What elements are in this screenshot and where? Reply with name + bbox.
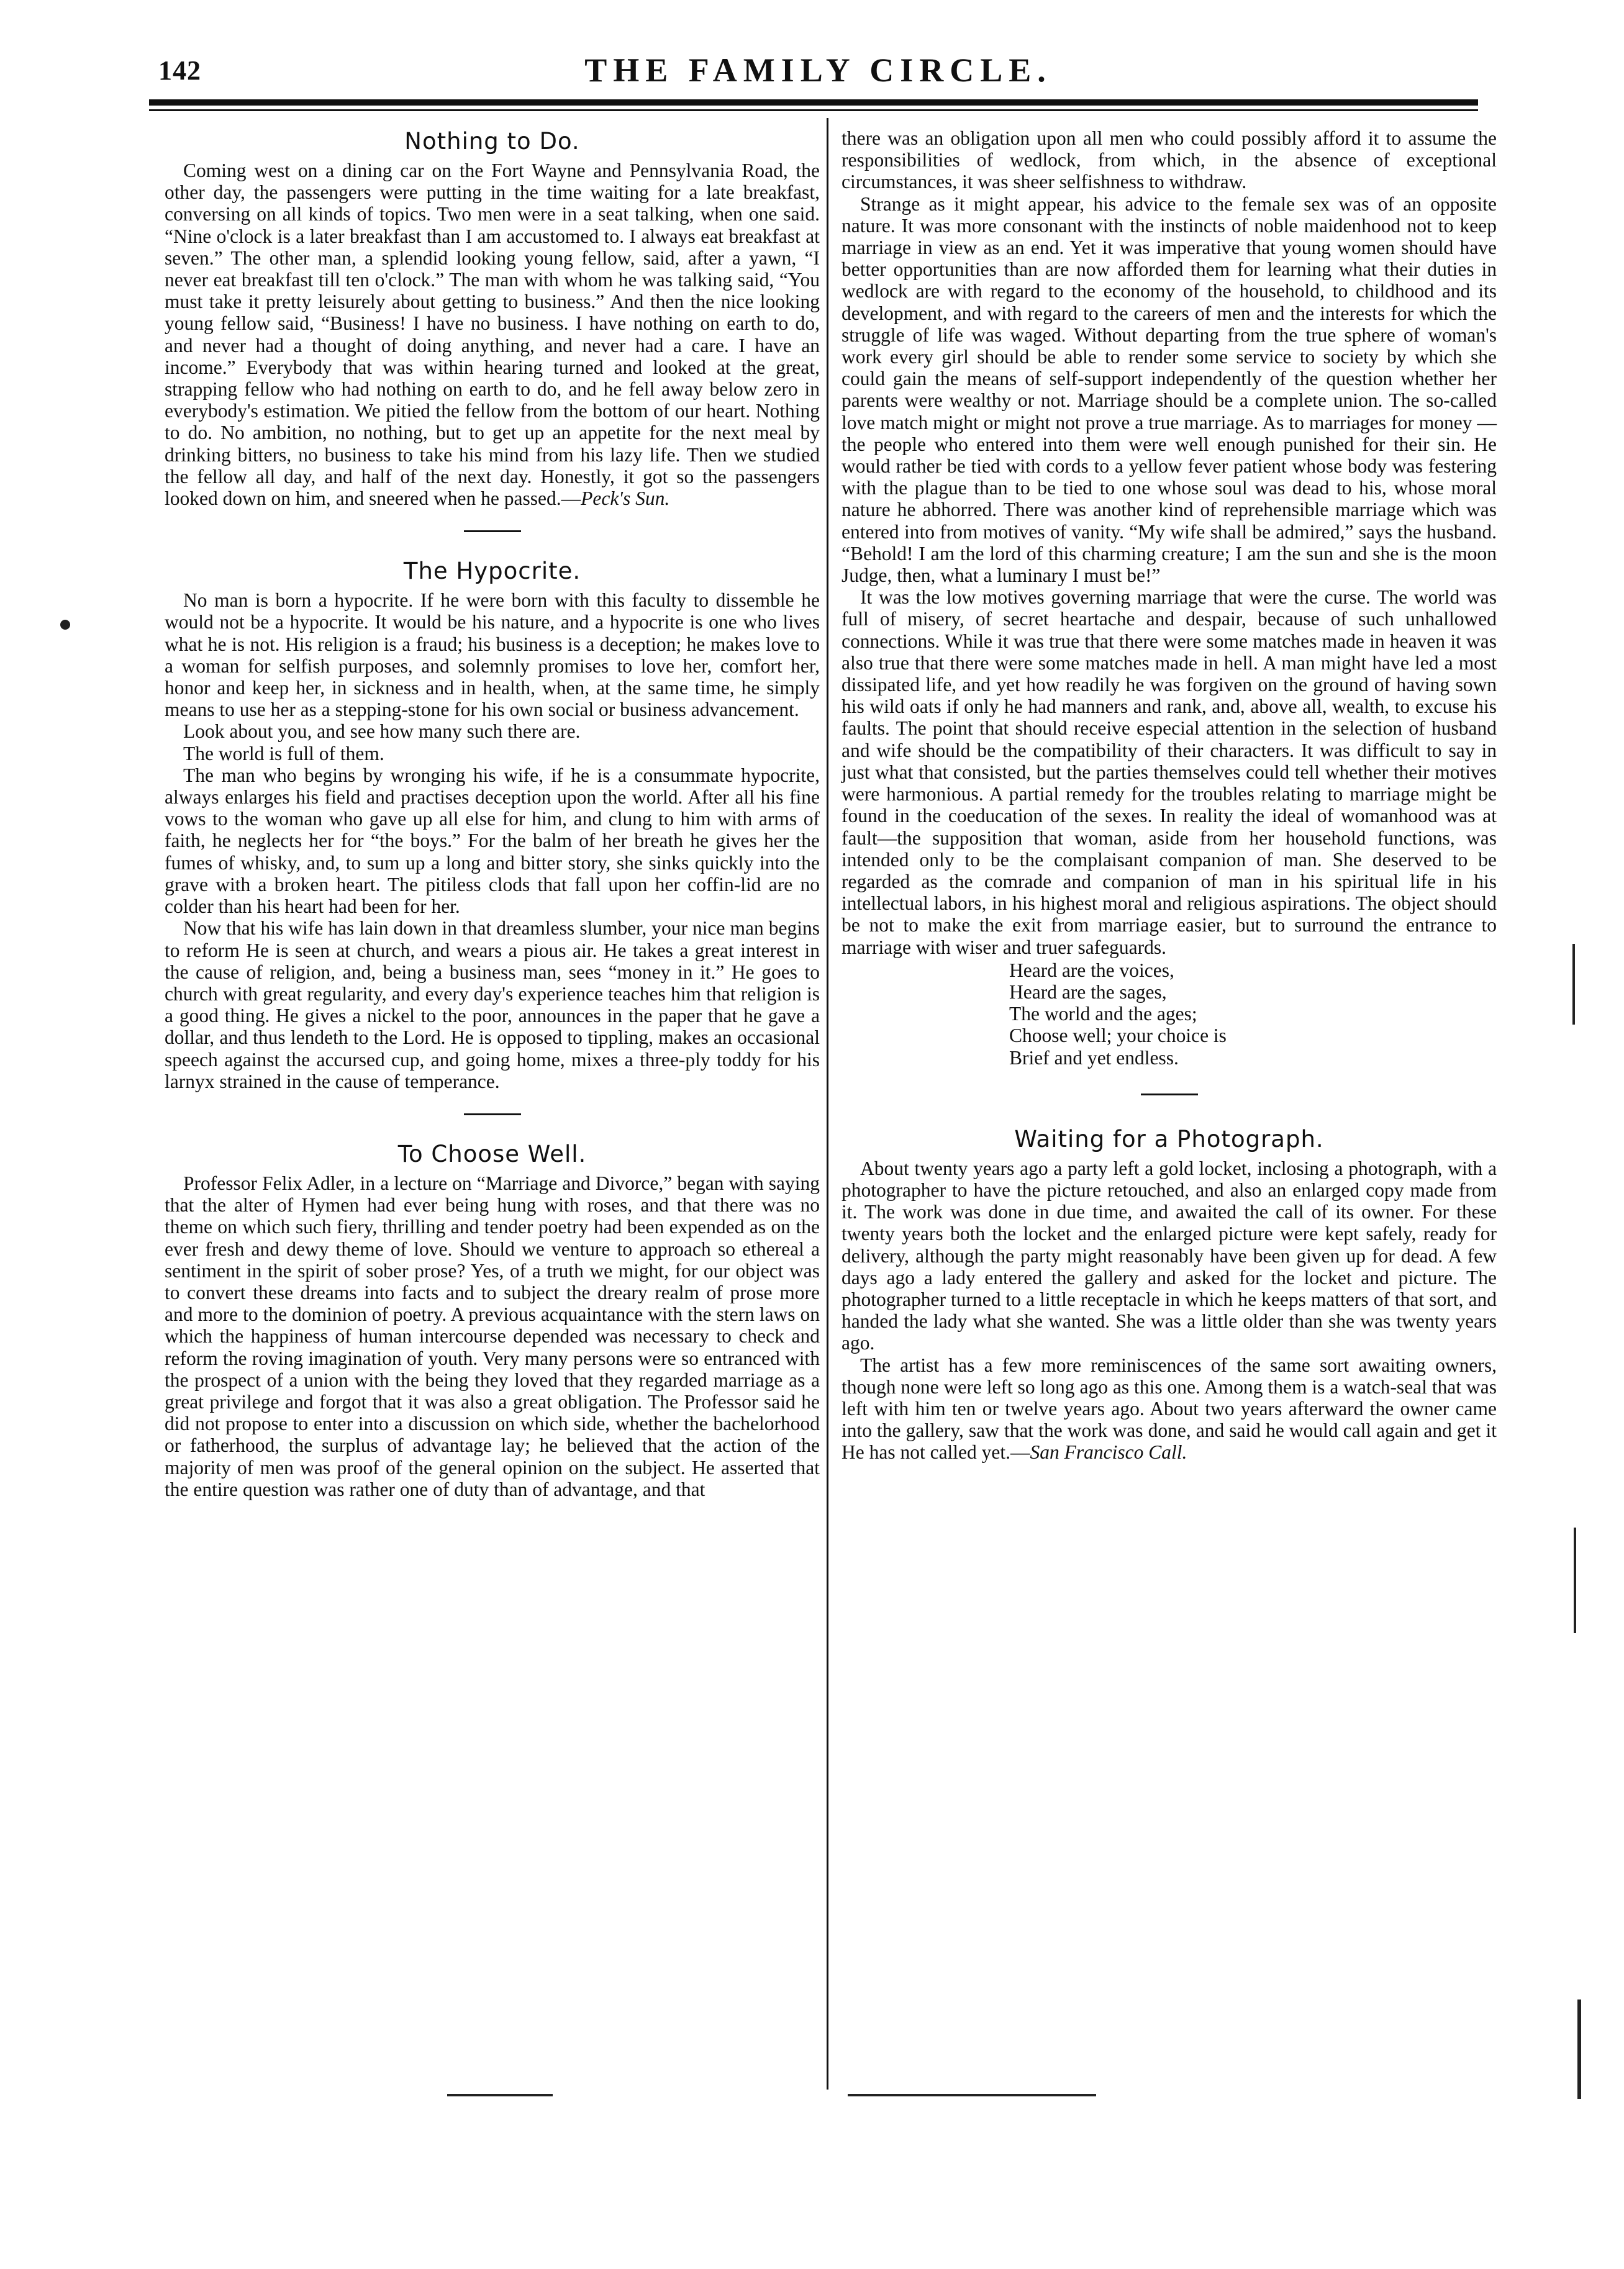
section-divider — [1141, 1094, 1198, 1095]
article-credit: San Francisco Call. — [1030, 1441, 1187, 1464]
article-to-choose-well-continued — [841, 127, 1497, 1069]
right-column — [841, 127, 1497, 1464]
headline-nothing-to-do: Nothing to Do. — [404, 128, 580, 155]
headline-waiting-for-a-photograph: Waiting for a Photograph. — [1014, 1125, 1324, 1153]
header-rule-thick — [149, 99, 1478, 106]
article-paragraph: Professor Felix Adler, in a lecture on “Marriage and Divorce,” began with saying that the alter of Hymen had ever being hung with roses, and that there was no theme on which such fiery, thrilling and tender poetry had been expended as on the ever fresh and dewy theme of love. Should we venture to approach so ethereal a sentiment in the spirit of sober prose? Yes, of a truth we might, for our object was to convert these dreams into facts and to subject the dreary realm of prose more and more to the dominion of poetry. A previous acquaintance with the stern laws on which the happiness of human intercourse depended was necessary to check and reform the roving imagination of youth. Very many persons were so entranced with the prospect of a union with the being they loved that they regarded marriage as a great privilege and forgot that it was also a great obligation. The Professor said he did not propose to enter into a discussion on which side, whether the bachelorhood or fatherhood, the surplus of advantage lay; he believed that the action of the majority of men was proof of the general opinion on the subject. He asserted that the entire question was rather one of duty than of advantage, and that — [165, 1172, 820, 1500]
article-paragraph: Now that his wife has lain down in that dreamless slumber, your nice man begins to reform He is seen at church, and wears a pious air. He takes a great interest in the cause of religion, and, being a business man, sees “money in it.” He goes to church with great regularity, and every day's experience teaches him that religion is a good thing. He gives a nickel to the poor, announces in the paper that he gave a dollar, and thus lendeth to the Lord. He is opposed to tippling, makes an occasional speech against the accursed cup, and going home, mixes a three-ply toddy for his larnyx strained in the cause of temperance. — [165, 917, 820, 1092]
poem-line: Choose well; your choice is — [1009, 1025, 1227, 1047]
page-number: 142 — [158, 55, 201, 86]
headline-to-choose-well: To Choose Well. — [397, 1140, 587, 1167]
article-waiting-for-a-photograph — [841, 1125, 1497, 1464]
bottom-rule-left — [447, 2094, 553, 2096]
article-paragraph: About twenty years ago a party left a gold locket, inclosing a photograph, with a photographer to have the picture retouched, and also an enlarged copy made from it. The work was done in due time, and awaited the call of its owner. For these twenty years both the locket and the enlarged picture were kept safely, ready for delivery, although the party might reasonably have been given up for dead. A few days ago a lady entered the gallery and asked for the locket and picture. The photographer turned to a little receptacle in which he keeps matters of that sort, and handed the lady what she wanted. She was a little older than she was twenty years ago. — [841, 1157, 1497, 1354]
poem-line: The world and the ages; — [1009, 1003, 1197, 1025]
bottom-rule-right — [848, 2094, 1096, 2096]
article-paragraph: Look about you, and see how many such there are. — [183, 720, 581, 743]
article-paragraph: The world is full of them. — [183, 742, 384, 764]
poem-line: Heard are the voices, — [1009, 959, 1174, 981]
scan-mark — [1572, 944, 1575, 1025]
article-paragraph: The artist has a few more reminiscences of the same sort awaiting owners, though none were left so long ago as this one. Among them is a watch-seal that was left with him ten or twelve years ago. About two years afterward the owner came into the gallery, saw that the work was done, and said he would call again and get it He has not called yet.—San Francisco Call. — [841, 1354, 1497, 1464]
header-rule-thin — [149, 109, 1478, 111]
scan-mark — [60, 620, 70, 630]
poem-line: Heard are the sages, — [1009, 981, 1167, 1003]
article-credit: Peck's Sun. — [581, 487, 670, 510]
section-divider — [464, 1113, 521, 1115]
article-nothing-to-do — [165, 127, 820, 509]
scan-mark — [1577, 2000, 1581, 2099]
article-paragraph: there was an obligation upon all men who could possibly afford it to assume the responsibilities of wedlock, from which, in the absence of exceptional circumstances, it was sheer selfishness to withdraw. — [841, 127, 1497, 193]
column-divider — [827, 118, 828, 2090]
article-to-choose-well — [165, 1140, 820, 1500]
headline-the-hypocrite: The Hypocrite. — [403, 558, 581, 585]
journal-title: THE FAMILY CIRCLE. — [584, 52, 1052, 89]
left-column — [165, 127, 820, 1500]
article-paragraph: No man is born a hypocrite. If he were born with this faculty to dissemble he would not be a hypocrite. It would be his nature, and a hypocrite is one who lives what he is not. His religion is a fraud; his business is a deception; he makes love to a woman for selfish purposes, and solemnly promises to love her, comfort her, honor and keep her, in sickness and in health, when, at the same time, he simply means to use her as a stepping-stone for his own social or business advancement. — [165, 589, 820, 721]
poem — [841, 959, 1497, 1069]
page-header — [158, 48, 1478, 98]
article-paragraph: Coming west on a dining car on the Fort Wayne and Pennsylvania Road, the other day, the passengers were putting in the time waiting for a late breakfast, conversing on all kinds of topics. Two men were in a seat talking, when one said. “Nine o'clock is a later breakfast than I am accustomed to. I always eat breakfast at seven.” The other man, a splendid looking young fellow, said, after a yawn, “I never eat breakfast till ten o'clock.” The man with whom he was talking said, “You must take it pretty leisurely about getting to business.” And then the nice looking young fellow said, “Business! I have no business. I have nothing on earth to do, and never had a thought of doing anything, and never had a care. I have an income.” Everybody that was within hearing turned and looked at the great, strapping fellow who had nothing on earth to do, and he fell away below zero in everybody's estimation. We pitied the fellow from the bottom of our heart. Nothing to do. No ambition, no nothing, but to get up an appetite for the next meal by drinking bitters, no business to take his mind from his lazy life. Then we studied the fellow all day, and half of the next day. Honestly, it got so the passengers looked down on him, and sneered when he passed.—Peck's Sun. — [165, 160, 820, 510]
scan-mark — [1574, 1528, 1576, 1633]
section-divider — [464, 530, 521, 532]
article-paragraph: Strange as it might appear, his advice to the female sex was of an opposite nature. It was more consonant with the instincts of noble maidenhood not to keep marriage in view as an end. Yet it was imperative that young women should have better opportunities than are now afforded them for learning what their duties in wedlock are with regard to the economy of the household, to childhood and its development, and with regard to the careers of men and the interests for which the struggle of life was waged. Without departing from the true sphere of woman's work every girl should be able to render some service to society by which she could gain the means of self-support independently of the question whether her parents were wealthy or not. Marriage should be a complete union. The so-called love match might or might not prove a true marriage. As to marriages for money —the people who entered into them were well enough punished for their sin. He would rather be tied with cords to a yellow fever patient whose body was festering with the plague than to be tied to one whose soul was dead to his, whose moral nature he abhorred. There was another kind of reprehensible marriage which was entered into from motives of vanity. “My wife shall be admired,” says the husband. “Behold! I am the lord of this charming creature; I am the sun and she is the moon Judge, then, what a luminary I must be!” — [841, 192, 1497, 587]
article-paragraph: It was the low motives governing marriage that were the curse. The world was full of misery, of secret heartache and despair, because of such unhallowed connections. While it was true that there were some matches made in heaven it was also true that there were some matches made in hell. A man might have led a most dissipated life, and yet how readily he was forgiven on the ground of having sown his wild oats if only he had manners and rank, and, above all, wealth, to excuse his faults. The point that should receive especial attention in the selection of husband and wife should be the compatibility of their characters. It was difficult to say in just what that consisted, but the parties themselves could tell whether their motives were harmonious. A partial remedy for the troubles relating to marriage might be found in the coeducation of the sexes. In reality the ideal of womanhood was at fault—the supposition that woman, aside from her household functions, was intended only to be the complaisant companion of man. She deserved to be regarded as the comrade and companion of man in his spiritual life in his intellectual labors, in his highest moral and religious aspirations. The object should be not to make the exit from marriage easier, but to surround the entrance to marriage with wiser and truer safeguards. — [841, 586, 1497, 958]
poem-line: Brief and yet endless. — [1009, 1046, 1179, 1069]
article-paragraph: The man who begins by wronging his wife, if he is a consummate hypocrite, always enlarges his field and practises deception upon the world. After all his fine vows to the woman who gave up all else for him, and clung to him with arms of faith, he neglects her for “the boys.” For the balm of her breath he gives her the fumes of whisky, and, to sum up a long and bitter story, she sinks quickly into the grave with a broken heart. The pitiless clods that fall upon her coffin-lid are no colder than his heart had been for her. — [165, 764, 820, 918]
article-the-hypocrite — [165, 557, 820, 1092]
